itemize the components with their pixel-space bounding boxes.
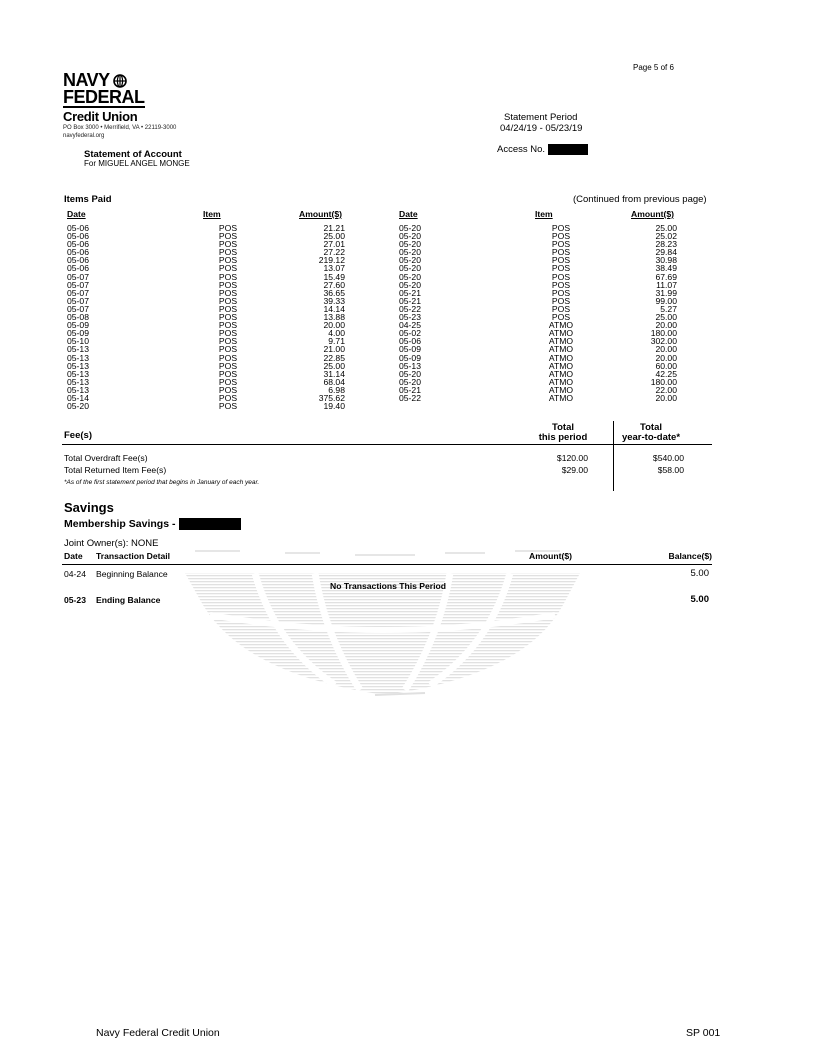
table-cell: 05-07	[67, 279, 89, 290]
table-cell: 42.25	[655, 368, 677, 379]
table-cell: 05-13	[399, 360, 421, 371]
beginning-balance: 5.00	[690, 568, 709, 579]
table-cell: POS	[551, 287, 571, 298]
table-cell: POS	[551, 295, 571, 306]
fee-header-line: Total	[552, 422, 574, 433]
table-cell: POS	[218, 328, 238, 339]
savings-divider	[62, 564, 712, 565]
column-header-amount: Amount($)	[631, 209, 674, 219]
table-cell: POS	[551, 263, 571, 274]
savings-header-amount: Amount($)	[529, 551, 572, 561]
table-cell: 05-13	[67, 360, 89, 371]
statement-period-label: Statement Period	[504, 112, 578, 123]
footer-institution: Navy Federal Credit Union	[96, 1027, 220, 1039]
left-amount-column	[290, 224, 345, 410]
fee-header-line: Total	[640, 422, 662, 433]
table-cell: 25.00	[655, 223, 677, 233]
table-cell: 39.33	[323, 295, 345, 306]
table-cell: 05-21	[399, 287, 421, 298]
table-cell: 38.49	[655, 263, 677, 274]
table-cell: 25.00	[323, 360, 345, 371]
logo-text-credit-union: Credit Union	[63, 109, 138, 124]
table-cell: POS	[218, 368, 238, 379]
table-cell: 05-02	[399, 328, 421, 339]
globe-icon	[113, 74, 127, 88]
table-cell: 29.84	[655, 247, 677, 258]
table-cell: POS	[551, 271, 571, 282]
table-cell: 68.04	[323, 376, 345, 387]
table-cell: 21.21	[323, 223, 345, 233]
ending-balance: 5.00	[690, 594, 709, 605]
table-cell: POS	[551, 247, 571, 258]
table-cell: 05-20	[399, 368, 421, 379]
fee-ytd: $540.00	[652, 453, 684, 463]
table-cell: POS	[218, 312, 238, 323]
institution-address: PO Box 3000 • Merrifield, VA • 22119-3000	[63, 125, 177, 131]
table-cell: 05-22	[399, 392, 421, 403]
table-cell: 375.62	[318, 392, 345, 403]
beginning-detail: Beginning Balance	[96, 569, 168, 579]
table-cell: 20.00	[655, 352, 677, 363]
table-cell: 05-20	[399, 279, 421, 290]
table-cell: POS	[218, 401, 238, 412]
access-number-label: Access No.	[497, 144, 546, 155]
statement-title: Statement of Account	[84, 149, 182, 160]
column-header-item: Item	[535, 209, 553, 219]
table-cell: 27.22	[323, 247, 345, 258]
fee-header-line: year-to-date*	[621, 432, 681, 443]
table-cell: 05-20	[399, 271, 421, 282]
table-cell: 05-20	[399, 223, 421, 233]
table-cell: 31.14	[323, 368, 345, 379]
fee-footnote: *As of the first statement period that begins in January of each year.	[64, 479, 260, 486]
table-cell: ATMO	[548, 392, 574, 403]
left-date-column	[67, 224, 107, 410]
table-cell: ATMO	[548, 368, 574, 379]
beginning-date: 04-24	[64, 569, 86, 579]
membership-savings-account	[64, 518, 241, 530]
ending-detail: Ending Balance	[96, 595, 161, 605]
table-cell: 05-09	[399, 344, 421, 355]
institution-logo	[63, 72, 176, 140]
page-number: Page 5 of 6	[633, 63, 674, 72]
savings-title: Savings	[64, 500, 114, 515]
table-cell: 05-07	[67, 271, 89, 282]
table-cell: 05-06	[67, 255, 89, 266]
table-cell: POS	[218, 239, 238, 250]
table-cell: 05-20	[399, 247, 421, 258]
table-cell: 302.00	[650, 336, 677, 347]
table-cell: POS	[218, 255, 238, 266]
table-cell: 20.00	[323, 320, 345, 331]
table-cell: 21.00	[323, 344, 345, 355]
redaction-bar	[179, 518, 241, 530]
table-cell: 05-06	[67, 223, 89, 233]
fee-header-ytd	[616, 423, 686, 443]
table-cell: POS	[551, 239, 571, 250]
table-cell: 20.00	[655, 392, 677, 403]
table-cell: POS	[218, 223, 238, 233]
redaction-bar	[548, 144, 588, 155]
column-header-amount: Amount($)	[299, 209, 342, 219]
savings-header-date: Date	[64, 551, 83, 561]
right-item-column	[541, 224, 581, 402]
table-cell: 19.40	[323, 401, 345, 412]
table-cell: POS	[551, 312, 571, 323]
table-cell: 05-09	[399, 352, 421, 363]
table-cell: 05-13	[67, 384, 89, 395]
column-header-item: Item	[203, 209, 221, 219]
right-amount-column	[622, 224, 677, 402]
table-cell: 05-06	[67, 239, 89, 250]
table-cell: POS	[218, 376, 238, 387]
table-cell: 05-21	[399, 384, 421, 395]
table-cell: 05-20	[399, 239, 421, 250]
table-cell: POS	[218, 344, 238, 355]
table-cell: 05-21	[399, 295, 421, 306]
table-cell: POS	[218, 303, 238, 314]
table-cell: 05-08	[67, 312, 89, 323]
table-cell: 11.07	[656, 279, 677, 290]
table-cell: 05-13	[67, 376, 89, 387]
right-date-column	[399, 224, 439, 402]
table-cell: 27.01	[323, 239, 345, 250]
table-cell: POS	[218, 231, 238, 242]
table-cell: 13.88	[323, 312, 345, 323]
table-cell: 25.00	[655, 312, 677, 323]
table-cell: ATMO	[548, 360, 574, 371]
table-cell: 6.98	[328, 384, 345, 395]
left-item-column	[209, 224, 247, 410]
table-cell: POS	[218, 247, 238, 258]
table-cell: 4.00	[328, 328, 345, 339]
table-cell: POS	[551, 223, 571, 233]
table-cell: POS	[218, 279, 238, 290]
table-cell: 05-20	[399, 231, 421, 242]
fee-header-this-period	[530, 423, 596, 443]
table-cell: 60.00	[655, 360, 677, 371]
column-header-date: Date	[399, 209, 418, 219]
access-number	[497, 144, 588, 155]
table-cell: 05-13	[67, 344, 89, 355]
joint-owners: Joint Owner(s): NONE	[64, 538, 159, 549]
fees-divider	[62, 444, 712, 445]
fees-vertical-divider	[613, 421, 614, 491]
table-cell: 22.85	[323, 352, 345, 363]
table-cell: 9.71	[328, 336, 345, 347]
table-cell: 05-06	[67, 247, 89, 258]
fee-ytd: $58.00	[657, 465, 684, 475]
table-cell: POS	[551, 303, 571, 314]
logo-text-federal: FEDERAL	[63, 87, 145, 107]
table-cell: ATMO	[548, 384, 574, 395]
column-header-date: Date	[67, 209, 86, 219]
fees-title: Fee(s)	[64, 430, 92, 441]
table-cell: 25.00	[323, 231, 345, 242]
table-cell: 04-25	[399, 320, 421, 331]
watermark-emblem	[185, 545, 580, 705]
table-cell: 05-14	[67, 392, 89, 403]
table-cell: 219.12	[318, 255, 345, 266]
table-cell: 36.65	[323, 287, 345, 298]
table-cell: 22.00	[655, 384, 677, 395]
table-cell: 05-20	[399, 263, 421, 274]
table-cell: 05-07	[67, 287, 89, 298]
table-cell: ATMO	[548, 376, 574, 387]
table-cell: 05-20	[399, 255, 421, 266]
table-cell: POS	[218, 263, 238, 274]
table-cell: 05-23	[399, 312, 421, 323]
account-holder: For MIGUEL ANGEL MONGE	[84, 159, 190, 168]
table-cell: 27.60	[323, 279, 345, 290]
footer-code: SP 001	[686, 1027, 721, 1039]
table-cell: ATMO	[548, 352, 574, 363]
table-cell: 5.27	[660, 303, 677, 314]
table-cell: 05-07	[67, 295, 89, 306]
table-cell: 14.14	[323, 303, 345, 314]
table-cell: ATMO	[548, 328, 574, 339]
table-cell: 20.00	[655, 320, 677, 331]
table-cell: POS	[551, 255, 571, 266]
table-cell: 05-09	[67, 320, 89, 331]
fee-label: Total Returned Item Fee(s)	[64, 465, 167, 475]
table-cell: 31.99	[655, 287, 677, 298]
institution-website: navyfederal.org	[63, 133, 105, 139]
fee-header-line: this period	[538, 432, 588, 443]
table-cell: POS	[218, 271, 238, 282]
table-cell: ATMO	[548, 320, 574, 331]
account-label: Membership Savings -	[64, 518, 176, 530]
table-cell: POS	[218, 295, 238, 306]
table-cell: 05-07	[67, 303, 89, 314]
table-cell: POS	[551, 279, 571, 290]
fee-period: $120.00	[556, 453, 588, 463]
table-cell: POS	[218, 336, 238, 347]
table-cell: POS	[218, 392, 238, 403]
table-cell: 99.00	[655, 295, 677, 306]
table-cell: 05-13	[67, 352, 89, 363]
table-cell: 05-06	[67, 263, 89, 274]
table-cell: 05-22	[399, 303, 421, 314]
table-cell: POS	[218, 320, 238, 331]
savings-header-balance: Balance($)	[668, 551, 712, 561]
table-cell: 180.00	[650, 376, 677, 387]
table-cell: POS	[551, 231, 571, 242]
table-cell: 05-20	[399, 376, 421, 387]
table-cell: 05-06	[67, 231, 89, 242]
table-cell: POS	[218, 360, 238, 371]
savings-header-detail: Transaction Detail	[96, 551, 171, 561]
table-cell: 30.98	[655, 255, 677, 266]
table-cell: POS	[218, 352, 238, 363]
ending-date: 05-23	[64, 595, 86, 605]
table-cell: 67.69	[655, 271, 677, 282]
table-cell: POS	[218, 384, 238, 395]
statement-period-dates: 04/24/19 - 05/23/19	[500, 123, 583, 134]
table-cell: ATMO	[548, 336, 574, 347]
table-cell: 13.07	[323, 263, 345, 274]
continued-note: (Continued from previous page)	[573, 194, 707, 205]
table-cell: 05-20	[67, 401, 89, 412]
fee-label: Total Overdraft Fee(s)	[64, 453, 148, 463]
table-cell: 28.23	[655, 239, 677, 250]
table-cell: 05-09	[67, 328, 89, 339]
table-cell: 180.00	[650, 328, 677, 339]
table-cell: 25.02	[655, 231, 677, 242]
table-cell: ATMO	[548, 344, 574, 355]
table-cell: POS	[218, 287, 238, 298]
table-cell: 05-10	[67, 336, 89, 347]
no-transactions-note: No Transactions This Period	[330, 581, 447, 591]
table-cell: 05-06	[399, 336, 421, 347]
table-cell: 05-13	[67, 368, 89, 379]
table-cell: 20.00	[655, 344, 677, 355]
table-cell: 15.49	[323, 271, 345, 282]
items-paid-title: Items Paid	[64, 194, 112, 205]
fee-period: $29.00	[561, 465, 588, 475]
logo-text-navy: NAVY	[63, 70, 110, 90]
